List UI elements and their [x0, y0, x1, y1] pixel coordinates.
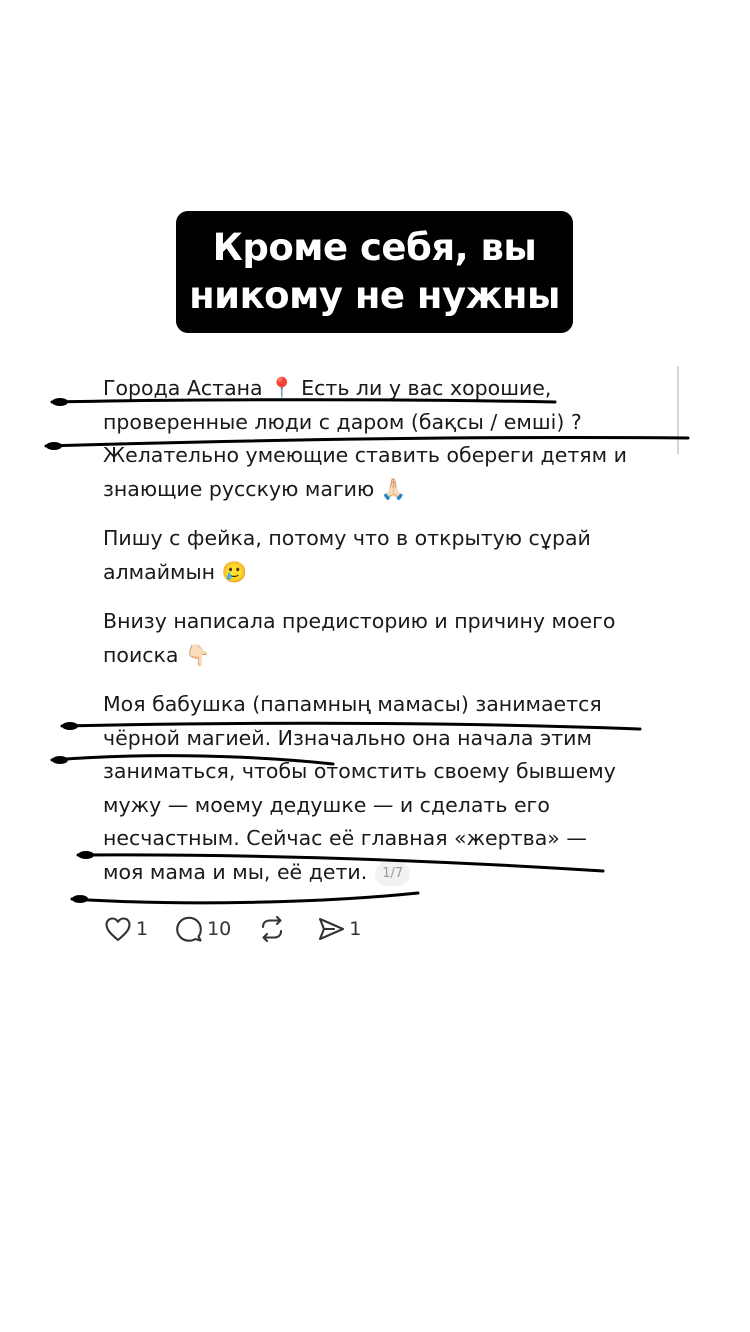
pen-dot [46, 442, 62, 450]
pen-dot [52, 398, 68, 406]
post-body [103, 372, 678, 905]
post-paragraph-text: Моя бабушка (папамның мамасы) занимается чёрной магией. Изначально она начала этим заниматься, чтобы отомстить своему бывшему мужу — моему дедушке — и сделать его несчастным. Сейчас её главная «жертва» — моя мама и мы, её дети. [103, 692, 616, 884]
page-indicator[interactable]: 1/7 [375, 862, 410, 886]
comment-icon [174, 914, 204, 944]
reply-count: 10 [207, 918, 232, 940]
like-button[interactable] [103, 914, 148, 944]
heart-icon [103, 914, 133, 944]
story-title: Кроме себя, вы никому не нужны [189, 226, 560, 317]
post-paragraph: Пишу с фейка, потому что в открытую сұрай алмаймын 🥲 [103, 526, 591, 584]
share-button[interactable] [316, 914, 361, 944]
pen-dot [52, 756, 68, 764]
repost-icon [257, 914, 287, 944]
send-icon [316, 914, 346, 944]
post-paragraph: Города Астана 📍 Есть ли у вас хорошие, проверенные люди с даром (бақсы / емші) ? Желательно умеющие ставить обереги детям и знающие русскую магию 🙏🏻 [103, 376, 627, 501]
post-paragraph: Внизу написала предисторию и причину моего поиска 👇🏻 [103, 609, 616, 667]
reply-button[interactable] [174, 914, 231, 944]
pen-dot [62, 722, 78, 730]
post-actions [103, 912, 387, 946]
repost-button[interactable] [257, 914, 290, 944]
like-count: 1 [136, 918, 149, 940]
post-paragraph-last [103, 688, 678, 889]
share-count: 1 [349, 918, 362, 940]
title-box [176, 211, 573, 333]
